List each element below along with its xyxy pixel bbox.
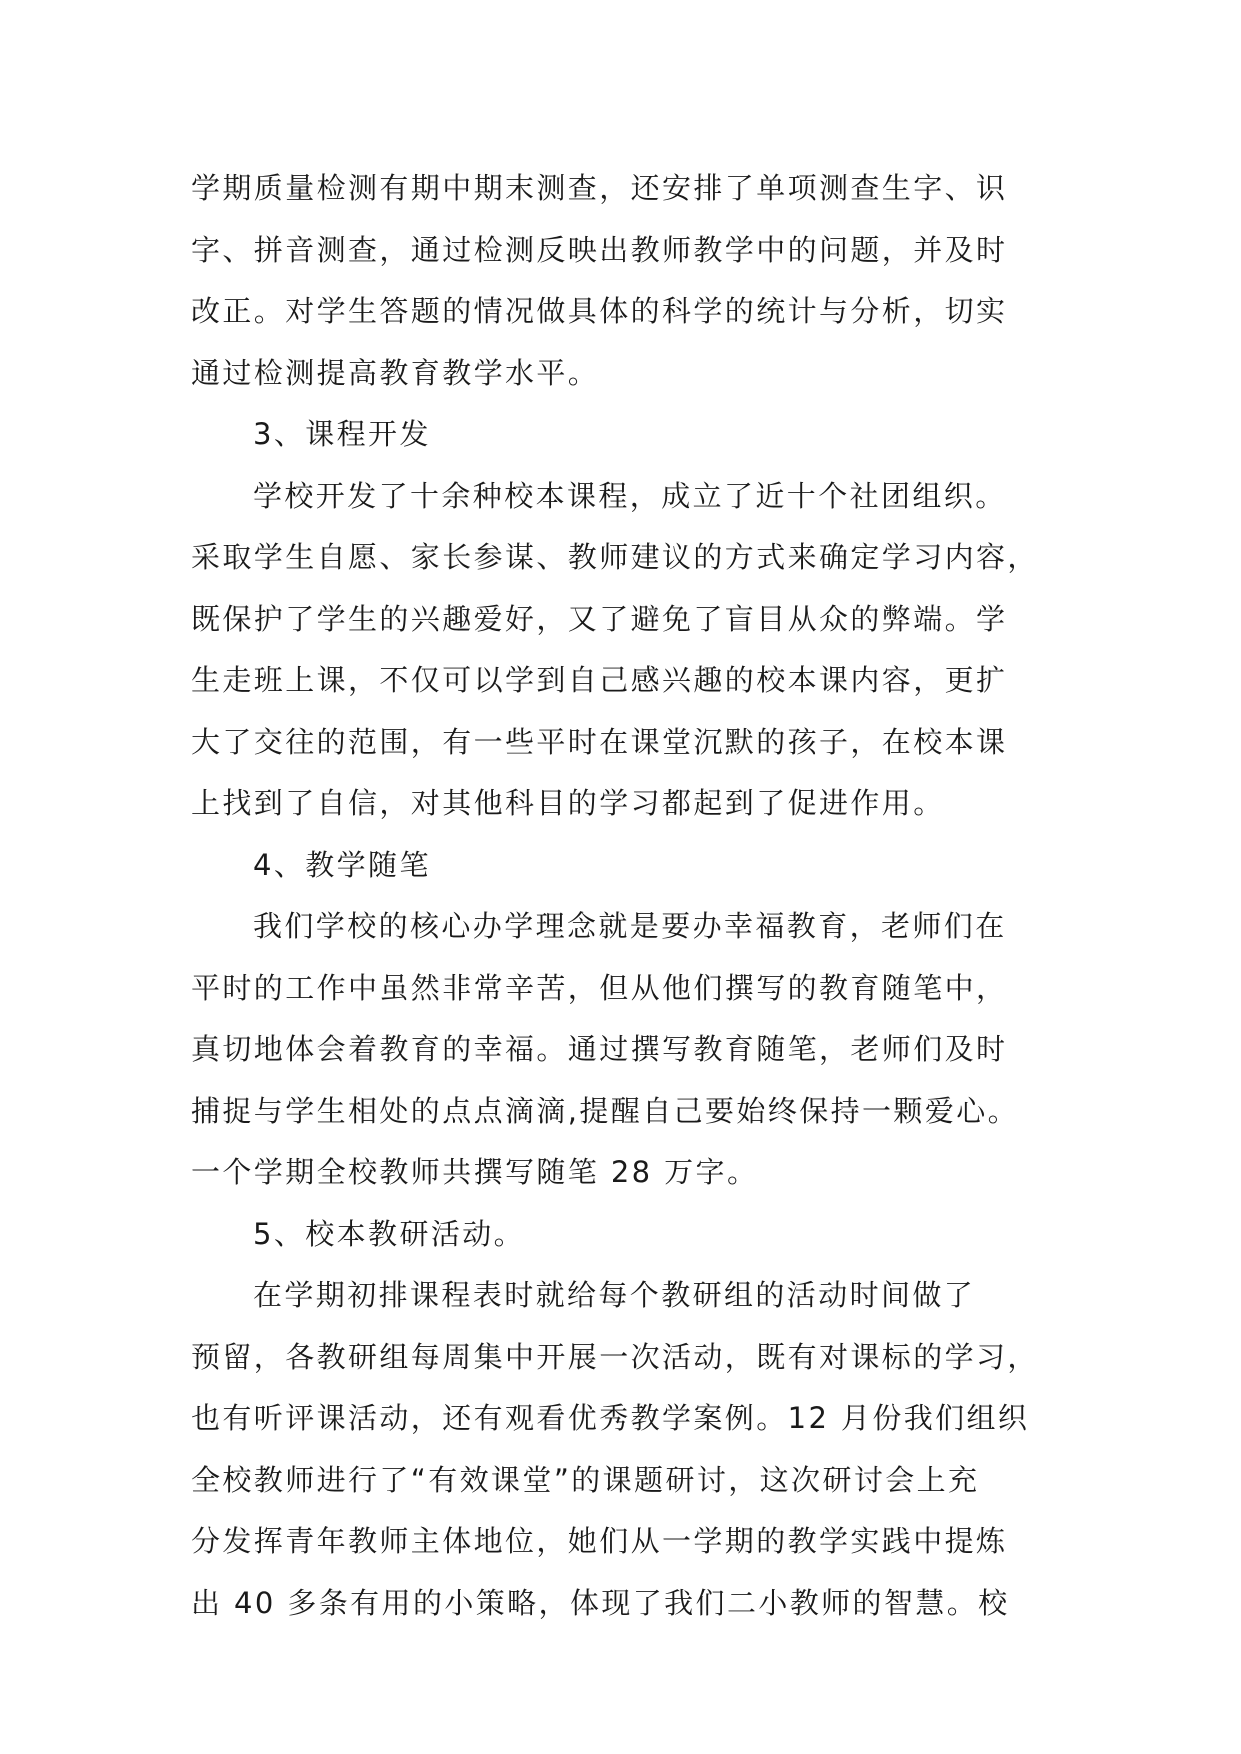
paragraph-line: 分发挥青年教师主体地位，她们从一学期的教学实践中提炼 xyxy=(191,1524,1008,1558)
section-heading-teaching-essays: 4、教学随笔 xyxy=(253,847,431,882)
paragraph-line: 我们学校的核心办学理念就是要办幸福教育，老师们在 xyxy=(253,909,1007,943)
paragraph-line: 学期质量检测有期中期末测查，还安排了单项测查生字、识 xyxy=(191,171,1008,205)
paragraph-line: 捕捉与学生相处的点点滴滴,提醒自己要始终保持一颗爱心。 xyxy=(191,1093,1020,1128)
paragraph-line: 全校教师进行了“有效课堂”的课题研讨，这次研讨会上充 xyxy=(191,1462,980,1497)
paragraph-line: 既保护了学生的兴趣爱好，又了避免了盲目从众的弊端。学 xyxy=(191,601,1008,636)
paragraph-line: 一个学期全校教师共撰写随笔 28 万字。 xyxy=(191,1155,759,1189)
paragraph-line: 学校开发了十余种校本课程，成立了近十个社团组织。 xyxy=(253,478,1007,513)
paragraph-line: 大了交往的范围，有一些平时在课堂沉默的孩子，在校本课 xyxy=(191,724,1008,759)
paragraph-line: 预留，各教研组每周集中开展一次活动，既有对课标的学习， xyxy=(191,1339,1039,1374)
paragraph-line: 在学期初排课程表时就给每个教研组的活动时间做了 xyxy=(253,1278,976,1312)
paragraph-line: 真切地体会着教育的幸福。通过撰写教育随笔，老师们及时 xyxy=(191,1032,1008,1066)
paragraph-line: 生走班上课，不仅可以学到自己感兴趣的校本课内容，更扩 xyxy=(191,663,1008,697)
paragraph-line: 采取学生自愿、家长参谋、教师建议的方式来确定学习内容， xyxy=(191,540,1039,574)
document-body xyxy=(191,158,1061,1634)
paragraph-line: 改正。对学生答题的情况做具体的科学的统计与分析，切实 xyxy=(191,294,1008,328)
paragraph-line: 也有听评课活动，还有观看优秀教学案例。12 月份我们组织 xyxy=(191,1401,1030,1435)
paragraph-line: 上找到了自信，对其他科目的学习都起到了促进作用。 xyxy=(191,786,945,820)
paragraph-line: 通过检测提高教育教学水平。 xyxy=(191,355,600,390)
section-heading-school-research: 5、校本教研活动。 xyxy=(253,1216,526,1251)
paragraph-line: 出 40 多条有用的小策略，体现了我们二小教师的智慧。校 xyxy=(191,1585,1010,1620)
section-heading-course-development: 3、课程开发 xyxy=(253,417,431,451)
paragraph-line: 平时的工作中虽然非常辛苦，但从他们撰写的教育随笔中， xyxy=(191,970,1008,1005)
paragraph-line: 字、拼音测查，通过检测反映出教师教学中的问题，并及时 xyxy=(191,232,1008,267)
